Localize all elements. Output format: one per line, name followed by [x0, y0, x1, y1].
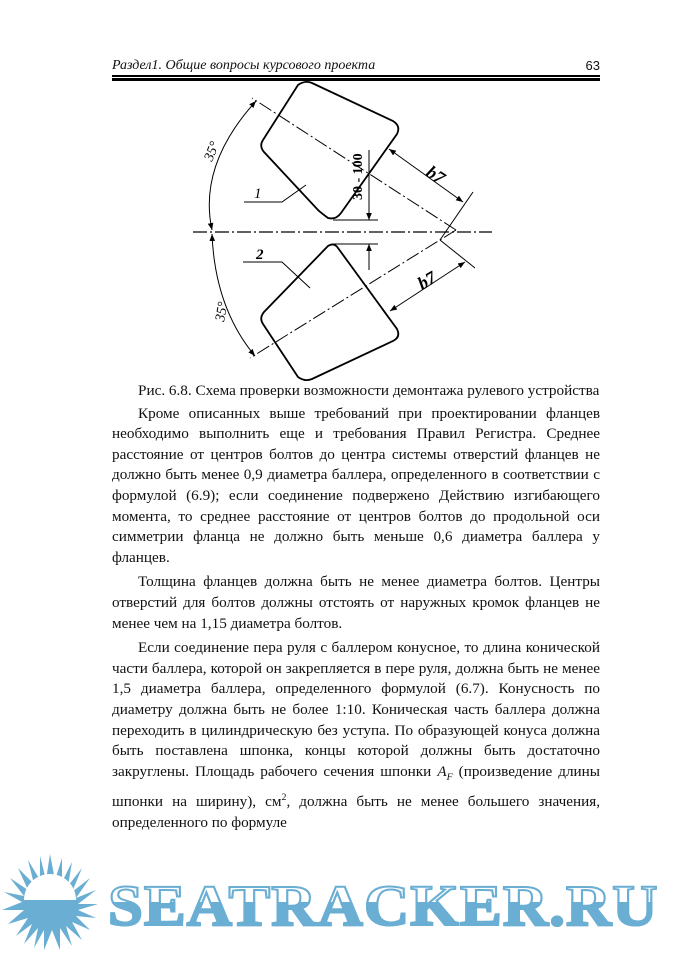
angle-label-bottom: 35° — [213, 300, 232, 323]
paragraph-3-text: Если соединение пера руля с баллером конусное, то длина конической части баллера, которой он закрепляется в пере руля, должна быть не менее 1,5 диаметра баллера, определенного формулой (6.7). Конусность по диаметру должна быть не более 1:10. Коническая часть баллера должна переходить в цилиндрическую без уступа. По образующей конуса должна быть поставлена шпонка, концы которой должны быть достаточно закруглены. Площадь рабочего сечения шпонки — [112, 639, 600, 780]
paragraph-3: Если соединение пера руля с баллером конусное, то длина конической части баллера, которой он закрепляется в пере руля, должна быть не менее 1,5 диаметра баллера, определенного формулой (6.7). Конусность по диаметру должна быть не более 1:10. Коническая часть баллера должна переходить в цилиндрическую без уступа. По образующей конуса должна быть поставлена шпонка, концы которой должны быть достаточно закруглены. Площадь рабочего сечения шпонки $A_F$ (произведение длины шпонки на ширину), $см^2$, должна быть не менее большего значения, определенного по формуле — [112, 639, 601, 831]
figure-caption: Рис. 6.8. Схема проверки возможности демонтажа рулевого устройства — [138, 382, 600, 399]
svg-text:2 — [255, 247, 264, 263]
part-2-label: 2 — [256, 247, 264, 263]
paragraph-1: Кроме описанных выше требований при проектировании фланцев необходимо выполнить еще и требования Правил Регистра. Среднее расстояние от центров болтов до центра системы отверстий фланцев не должно быть менее 0,9 диаметра баллера, определенного в соответствии с формулой (6.9); если соединение подвержено Действию изгибающего момента, то среднее расстояние от центров болтов до продольной оси симметрии фланца не должно быть меньше 0,6 диаметра баллера у фланцев. — [112, 404, 600, 566]
angle-label-top: 35° — [201, 139, 224, 164]
b7-label-top: b7 — [422, 161, 449, 189]
gap-dimension-label: 30 - 100 — [351, 153, 366, 200]
figure-rudder-dismount-diagram — [0, 0, 674, 400]
angle-arc-bottom — [212, 234, 255, 356]
part-1-outline — [261, 82, 398, 219]
svg-text:b7 — [423, 162, 450, 189]
svg-text:b7 — [414, 267, 440, 294]
paragraph-2: Толщина фланцев должна быть не менее диаметра болтов. Центры отверстий для болтов должны отстоять от наружных кромок фланцев не менее чем на 1,15 диаметра болтов. — [112, 573, 600, 632]
page-number: 63 — [585, 58, 600, 73]
angle-arc-top — [209, 101, 256, 230]
part-2-outline — [261, 244, 398, 380]
svg-text:35° — [213, 300, 231, 323]
svg-text:1 — [254, 186, 262, 202]
svg-text:35° — [201, 139, 223, 164]
section-title: Раздел1. Общие вопросы курсового проекта — [112, 58, 376, 73]
svg-text:30 - 100 — [351, 153, 366, 200]
body-text — [112, 381, 600, 838]
part-1-label: 1 — [254, 186, 262, 202]
b7-label-bottom: b7 — [414, 267, 440, 294]
watermark-text: SEATRACKER.RU — [108, 873, 659, 938]
symbol-af: $A_F$ — [437, 762, 453, 783]
